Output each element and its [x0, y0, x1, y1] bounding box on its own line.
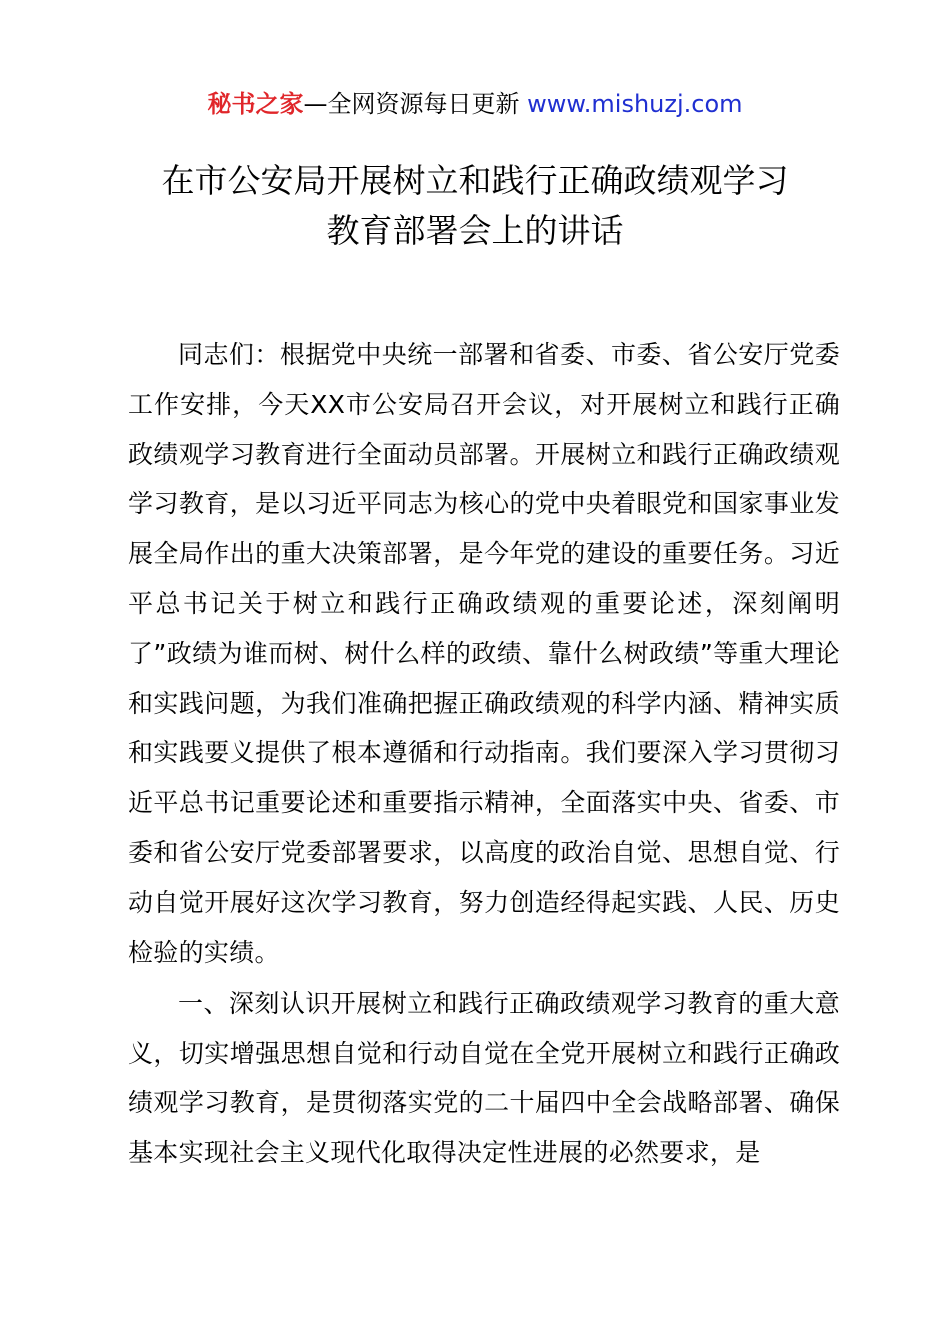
body-paragraph-1: 同志们：根据党中央统一部署和省委、市委、省公安厅党委工作安排，今天XX市公安局召开会议，对开展树立和践行正确政绩观学习教育进行全面动员部署。开展树立和践行正确政绩观学习教育，是以习近平同志为核心的党中央着眼党和国家事业发展全局作出的重大决策部署，是今年党的建设的重要任务。习近平总书记关于树立和践行正确政绩观的重要论述，深刻阐明了”政绩为谁而树、树什么样的政绩、靠什么树政绩”等重大理论和实践问题，为我们准确把握正确政绩观的科学内涵、精神实质和实践要义提供了根本遵循和行动指南。我们要深入学习贯彻习近平总书记重要论述和重要指示精神，全面落实中央、省委、市委和省公安厅党委部署要求，以高度的政治自觉、思想自觉、行动自觉开展好这次学习教育，努力创造经得起实践、人民、历史检验的实绩。 [128, 340, 840, 967]
document-title [100, 156, 850, 256]
site-header [0, 88, 950, 120]
body-paragraph-2: 一、深刻认识开展树立和践行正确政绩观学习教育的重大意义，切实增强思想自觉和行动自觉在全党开展树立和践行正确政绩观学习教育，是贯彻落实党的二十届四中全会战略部署、确保基本实现社会主义现代化取得决定性进展的必然要求，是 [128, 989, 840, 1167]
site-brand: 秘书之家 [207, 90, 304, 118]
site-tagline: —全网资源每日更新 [303, 90, 528, 118]
site-url-link[interactable]: www.mishuzj.com [527, 90, 743, 118]
title-line-2: 教育部署会上的讲话 [326, 211, 624, 250]
title-line-1: 在市公安局开展树立和践行正确政绩观学习 [161, 161, 789, 200]
document-body [128, 330, 840, 1177]
